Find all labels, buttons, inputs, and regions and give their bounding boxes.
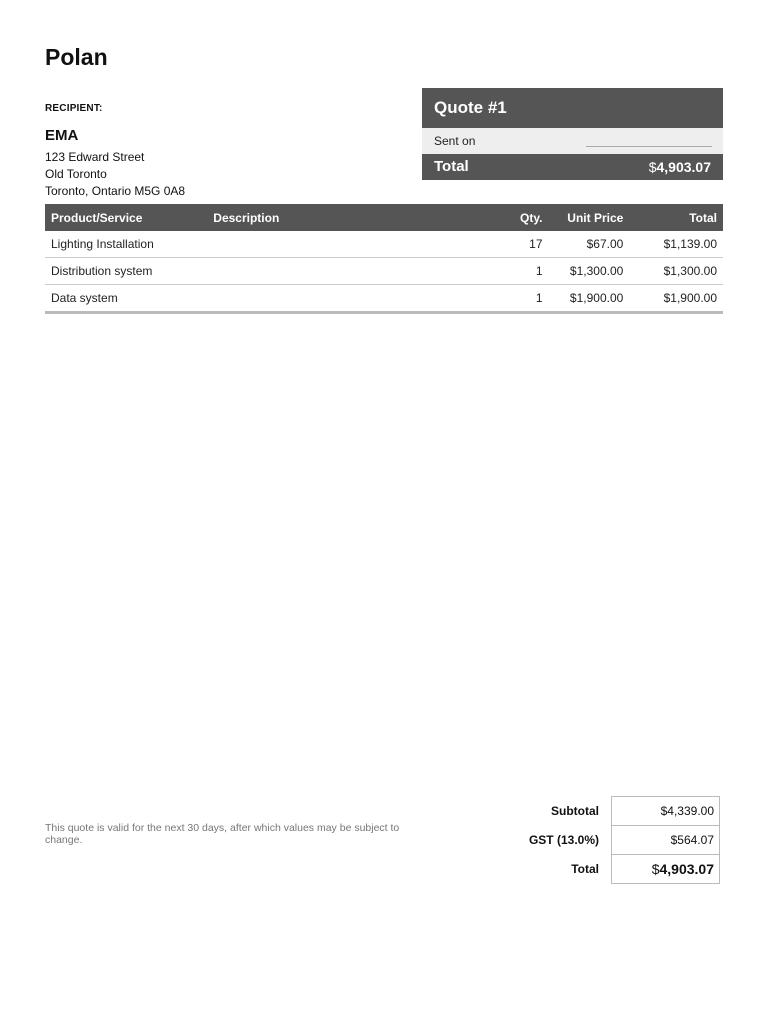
quote-sent-on-row <box>422 128 723 154</box>
sent-on-blank-line <box>586 146 712 147</box>
header-description: Description <box>207 204 467 231</box>
tax-value: $564.07 <box>612 826 720 855</box>
row-product: Data system <box>45 285 207 313</box>
table-row <box>45 285 723 313</box>
subtotal-row <box>500 797 720 826</box>
row-unit-price: $67.00 <box>549 231 630 258</box>
validity-note: This quote is valid for the next 30 days, after which values may be subject to change. <box>45 822 400 846</box>
row-total: $1,900.00 <box>629 285 723 313</box>
row-product: Lighting Installation <box>45 231 207 258</box>
quote-total-value <box>649 154 711 180</box>
grand-total-value <box>612 855 720 884</box>
subtotal-label: Subtotal <box>551 804 599 818</box>
grand-total-amount: 4,903.07 <box>659 861 714 877</box>
quote-total-currency: $ <box>648 159 657 175</box>
table-row <box>45 231 723 258</box>
grand-total-row <box>500 855 720 884</box>
row-product: Distribution system <box>45 258 207 285</box>
company-name: Polan <box>45 44 108 70</box>
table-row <box>45 258 723 285</box>
row-description <box>207 285 467 313</box>
row-qty: 1 <box>467 285 548 313</box>
grand-total-label: Total <box>571 862 599 876</box>
quote-total-row <box>422 154 723 180</box>
recipient-address-line-3: Toronto, Ontario M5G 0A8 <box>45 184 186 198</box>
recipient-address-line-2: Old Toronto <box>45 167 107 181</box>
quote-summary-box <box>422 88 723 180</box>
row-unit-price: $1,900.00 <box>549 285 630 313</box>
header-product: Product/Service <box>45 204 207 231</box>
header-qty: Qty. <box>467 204 548 231</box>
line-items-header-row <box>45 204 723 231</box>
quote-title: Quote #1 <box>422 88 723 128</box>
grand-total-currency: $ <box>651 861 660 877</box>
row-description <box>207 231 467 258</box>
line-items-table <box>45 204 723 314</box>
recipient-address-line-1: 123 Edward Street <box>45 150 145 164</box>
sent-on-label: Sent on <box>434 134 476 148</box>
row-unit-price: $1,300.00 <box>549 258 630 285</box>
subtotal-value: $4,339.00 <box>612 797 720 826</box>
row-qty: 1 <box>467 258 548 285</box>
recipient-name: EMA <box>45 127 79 144</box>
quote-total-amount: 4,903.07 <box>656 159 711 175</box>
quote-total-label: Total <box>434 158 469 175</box>
totals-table <box>500 796 720 884</box>
row-qty: 17 <box>467 231 548 258</box>
row-total: $1,300.00 <box>629 258 723 285</box>
row-total: $1,139.00 <box>629 231 723 258</box>
tax-row <box>500 826 720 855</box>
row-description <box>207 258 467 285</box>
tax-label: GST (13.0%) <box>528 833 599 847</box>
header-unit-price: Unit Price <box>549 204 630 231</box>
recipient-label: RECIPIENT: <box>45 103 103 114</box>
header-total: Total <box>629 204 723 231</box>
